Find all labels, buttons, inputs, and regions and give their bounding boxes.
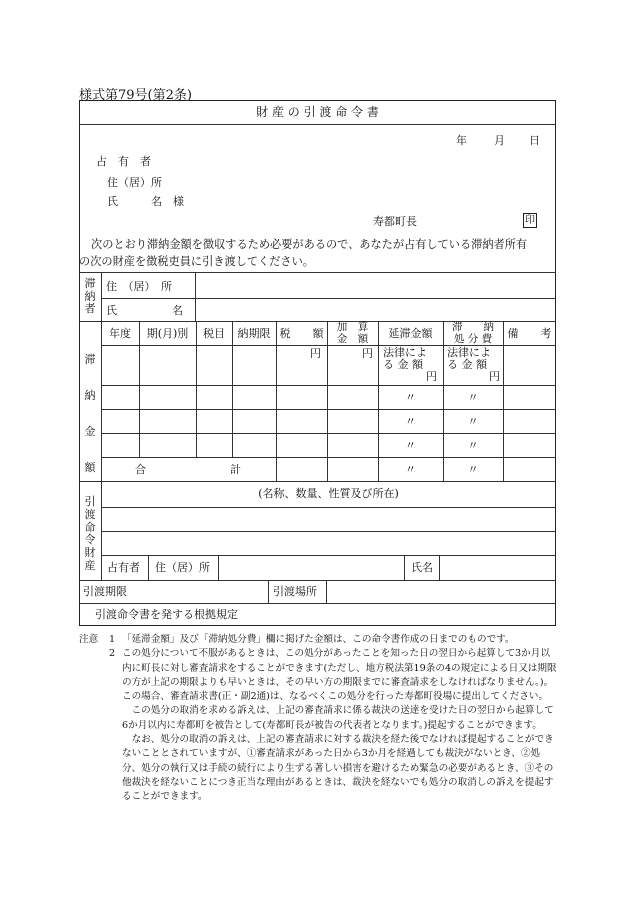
form-title: 財 産 の 引 渡 命 令 書: [256, 105, 379, 119]
occupant-label: 占有者: [107, 561, 140, 574]
ditto-mark: 〃: [405, 415, 416, 428]
total-label-1: 合: [135, 463, 146, 476]
header-surcharge-2: 金 額: [336, 333, 369, 345]
form-number: 様式第79号(第2条): [79, 88, 192, 103]
addressee-name-label: 氏 名 様: [107, 195, 184, 208]
delay-legal-yen: 円: [426, 370, 437, 383]
note-number-2: 2: [109, 648, 116, 660]
header-remarks: 備 考: [507, 327, 552, 340]
seal-mark: 印: [525, 215, 535, 226]
header-period: 期(月)別: [146, 327, 189, 340]
note-2-text: この処分について不服があるときは、この処分があったことを知った日の翌日から起算して3か月以内に町長に対し審査請求をすることができます(ただし、地方税法第19条の4の規定による日又は期限の方が上記の期限よりも早いときは、その早い方の期限までに審査請求をしなければなりません。)。この場合、審査請求書(正・副2通)は、なるべくこの処分を行った寿都町役場に提出してください。: [122, 648, 557, 703]
body-text-line-2: の次の財産を徴税吏員に引き渡してください。: [79, 255, 314, 268]
delinquent-side-label: 滞納者: [84, 277, 96, 315]
ditto-mark: 〃: [405, 463, 416, 476]
delivery-place-label: 引渡場所: [273, 585, 317, 598]
delay-legal-2: る 金 額: [383, 358, 423, 371]
surcharge-yen: 円: [362, 347, 373, 360]
body-text-line-1: 次のとおり滞納金額を徴収するため必要があるので、あなたが占有している滞納者所有: [91, 238, 528, 251]
fee-legal-1: 法律によ: [447, 346, 491, 359]
ditto-mark: 〃: [405, 391, 416, 404]
ditto-mark: 〃: [467, 391, 479, 404]
header-disposal-fee-2: 処 分 費: [453, 333, 493, 345]
delivery-deadline-label: 引渡期限: [83, 585, 127, 598]
addressee-heading: 占 有 者: [96, 155, 151, 168]
property-note: (名称、数量、性質及び所在): [258, 487, 399, 500]
note-2-paragraph-2: この処分の取消を求める訴えは、上記の審査請求に係る裁決の送達を受けた日の翌日から起算して6か月以内に寿都町を被告として(寿都町長が被告の代表者となります。)提起することができます。: [122, 705, 554, 731]
date-month: 月: [494, 134, 505, 147]
delinquent-name-label: 氏 名: [106, 304, 183, 317]
header-tax-amount: 税 額: [279, 327, 324, 340]
header-disposal-fee-1: 滞 納: [452, 321, 494, 333]
header-due-date: 納期限: [237, 327, 271, 340]
ditto-mark: 〃: [467, 439, 479, 452]
ditto-mark: 〃: [405, 439, 416, 452]
total-label-2: 計: [230, 463, 241, 476]
header-tax-item: 税目: [203, 327, 225, 340]
note-1-text: 「延滞金額」及び「滞納処分費」欄に掲げた金額は、この命令書作成の日までのものです。: [122, 634, 515, 645]
header-year: 年度: [109, 327, 131, 340]
delay-legal-1: 法律によ: [383, 346, 427, 359]
addressee-address-label: 住（居）所: [107, 176, 162, 189]
notes-label: 注意: [79, 634, 99, 645]
delinquent-address-label: 住 （居） 所: [106, 280, 172, 293]
issuer-name: 寿都町長: [373, 215, 417, 228]
note-number-1: 1: [109, 634, 116, 645]
fee-legal-2: る 金 額: [447, 358, 487, 371]
occupant-name-label: 氏名: [411, 561, 433, 574]
date-year: 年: [456, 134, 467, 147]
occupant-address-label: 住（居）所: [155, 561, 210, 574]
tax-amount-yen: 円: [310, 347, 321, 360]
ditto-mark: 〃: [467, 463, 479, 476]
amount-side-label: 滞納金額: [84, 353, 96, 474]
header-surcharge-1: 加 算: [336, 321, 369, 333]
property-side-label: 引渡命令財産: [84, 495, 96, 572]
notes-section: [79, 633, 559, 805]
ditto-mark: 〃: [467, 415, 479, 428]
header-delay-charge: 延滞金額: [388, 327, 433, 340]
date-day: 日: [529, 134, 540, 147]
delivery-basis-label: 引渡命令書を発する根拠規定: [95, 608, 238, 621]
note-2-paragraph-3: なお、処分の取消の訴えは、上記の審査請求に対する裁決を経た後でなければ提起することができないこととされていますが、①審査請求があった日から3か月を経過しても裁決がないとき、②処分、処分の執行又は手続の続行により生ずる著しい損害を避けるため緊急の必要があるとき、③その他裁決を経ないことにつき正当な理由があるときは、裁決を経ないでも処分の取消しの訴えを提起することができます。: [122, 734, 554, 803]
fee-legal-yen: 円: [489, 370, 500, 383]
